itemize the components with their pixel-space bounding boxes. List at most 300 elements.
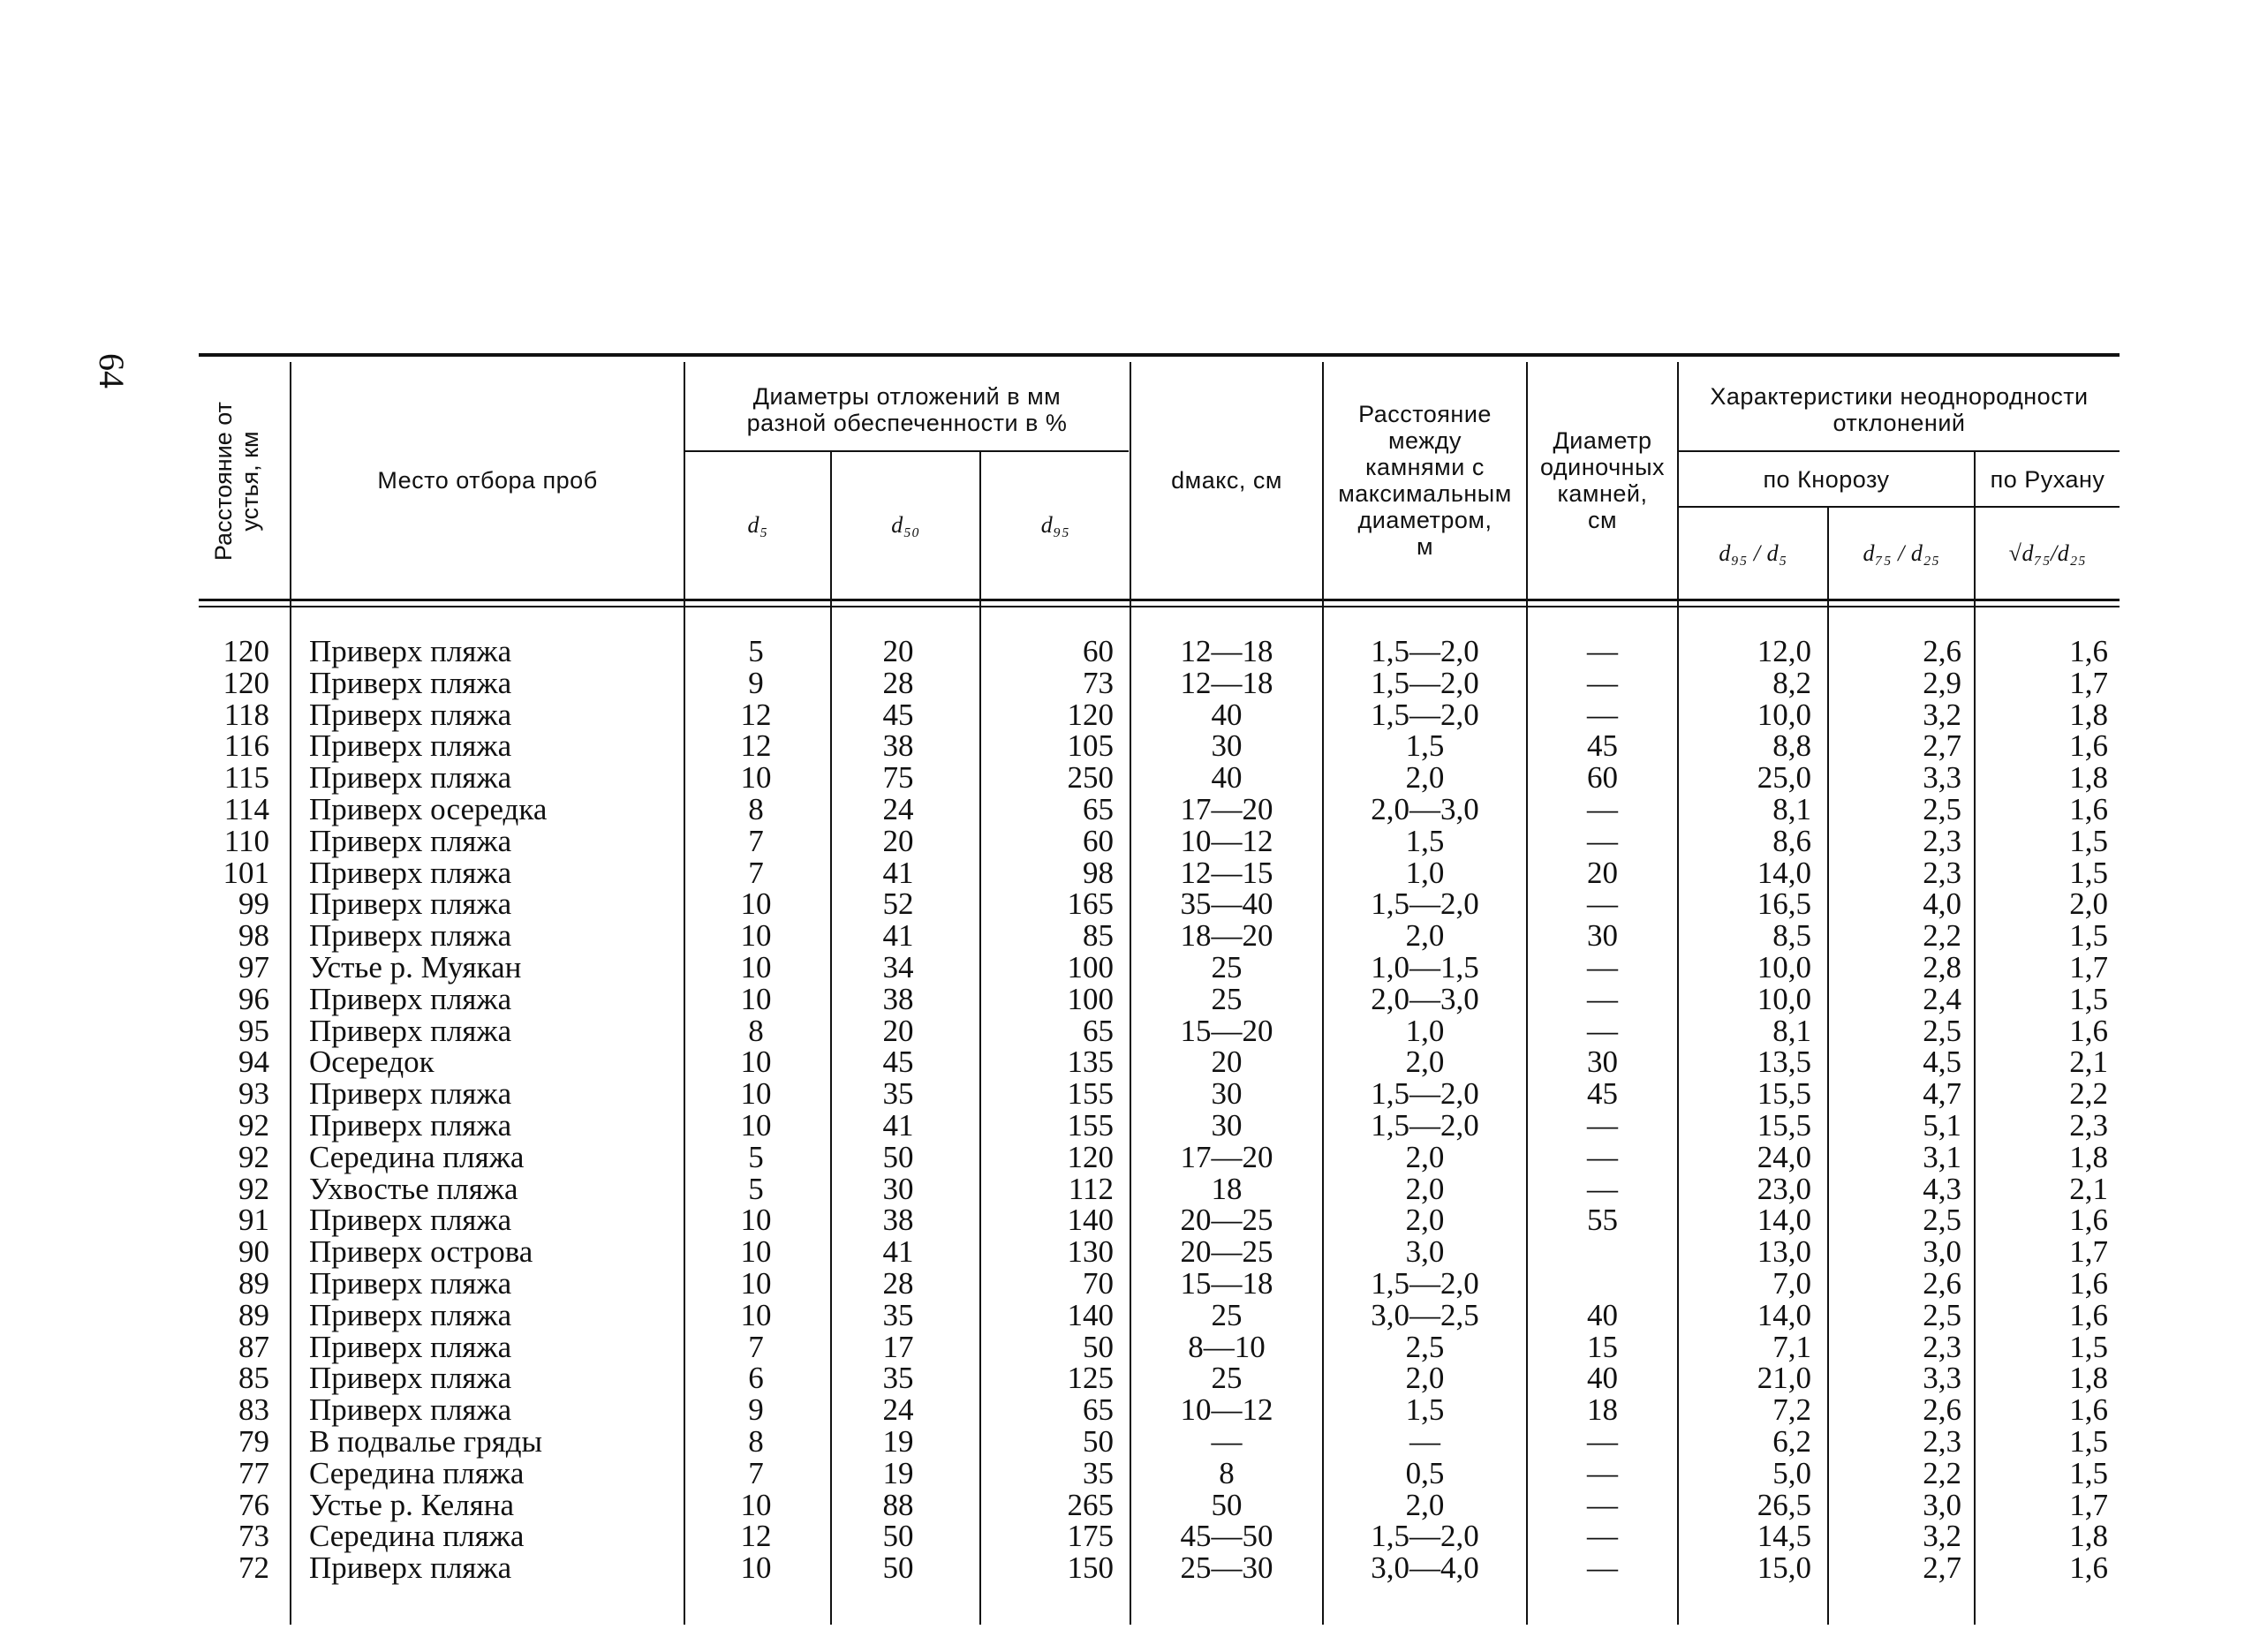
cell-spacing: 1,5—2,0 xyxy=(1371,1076,1479,1112)
table-row xyxy=(0,794,2267,826)
cell-d5: 10 xyxy=(740,1266,772,1301)
cell-d95: 105 xyxy=(1067,728,1114,764)
cell-single: 20 xyxy=(1587,855,1618,890)
cell-d95: 265 xyxy=(1067,1487,1114,1522)
cell-k-d95-d5: 16,5 xyxy=(1757,886,1811,922)
cell-dmax: 30 xyxy=(1211,1108,1243,1143)
header-bottom-rule-2 xyxy=(199,606,2120,607)
cell-d95: 98 xyxy=(1083,855,1114,890)
cell-k-d75-d25: 2,5 xyxy=(1923,792,1961,826)
cell-k-d75-d25: 2,5 xyxy=(1923,1013,1961,1048)
header-knoroz: по Кнорозу xyxy=(1763,465,1890,493)
cell-k-d95-d5: 10,0 xyxy=(1757,950,1811,984)
cell-distance: 85 xyxy=(238,1361,269,1396)
cell-distance: 92 xyxy=(238,1171,269,1206)
cell-rukhan: 1,6 xyxy=(2069,634,2108,668)
cell-spacing: 1,5 xyxy=(1405,1392,1445,1428)
cell-rukhan: 1,6 xyxy=(2069,1297,2108,1332)
cell-distance: 99 xyxy=(238,886,269,922)
cell-k-d75-d25: 2,5 xyxy=(1923,1203,1961,1238)
cell-d5: 8 xyxy=(748,1013,764,1048)
cell-distance: 114 xyxy=(223,792,269,826)
cell-spacing: 1,5 xyxy=(1405,728,1445,764)
cell-d5: 5 xyxy=(748,634,764,668)
header-d5: d₅ xyxy=(747,512,768,538)
cell-dmax: 25 xyxy=(1211,1361,1243,1396)
cell-d5: 5 xyxy=(748,1139,764,1174)
cell-rukhan: 1,5 xyxy=(2069,1329,2108,1364)
cell-k-d75-d25: 3,2 xyxy=(1923,1519,1961,1554)
table-row xyxy=(0,1426,2267,1458)
cell-spacing: 1,5—2,0 xyxy=(1371,634,1479,668)
cell-d95: 65 xyxy=(1083,792,1114,826)
header-bottom-rule xyxy=(199,599,2120,601)
header-rukhan: по Рухану xyxy=(1990,465,2105,493)
cell-spacing: 0,5 xyxy=(1405,1455,1445,1490)
cell-dmax: 18 xyxy=(1211,1171,1243,1206)
cell-d95: 130 xyxy=(1067,1234,1114,1270)
cell-d50: 38 xyxy=(882,1203,914,1238)
cell-single: — xyxy=(1587,1108,1618,1143)
cell-spacing: — xyxy=(1409,1424,1440,1459)
header-single-l2: одиночных xyxy=(1540,454,1665,480)
header-single-l4: см xyxy=(1587,507,1618,533)
cell-rukhan: 1,6 xyxy=(2069,1013,2108,1048)
cell-k-d95-d5: 8,1 xyxy=(1772,792,1811,826)
cell-rukhan: 1,7 xyxy=(2069,1487,2108,1522)
cell-single: — xyxy=(1587,697,1618,732)
table-row xyxy=(0,1078,2267,1110)
cell-distance: 89 xyxy=(238,1266,269,1301)
cell-d95: 35 xyxy=(1083,1455,1114,1490)
cell-d5: 10 xyxy=(740,886,772,922)
table-row xyxy=(0,1046,2267,1078)
cell-distance: 101 xyxy=(223,855,269,890)
cell-place: В подвалье гряды xyxy=(309,1424,543,1459)
cell-dmax: 17—20 xyxy=(1180,792,1273,826)
cell-single: — xyxy=(1587,1487,1618,1522)
cell-rukhan: 1,5 xyxy=(2069,1455,2108,1490)
cell-d50: 52 xyxy=(882,886,914,922)
cell-dmax: 20—25 xyxy=(1180,1234,1273,1270)
cell-d50: 35 xyxy=(882,1361,914,1396)
header-d95: d₉₅ xyxy=(1040,512,1070,538)
cell-place: Середина пляжа xyxy=(309,1519,525,1554)
cell-rukhan: 2,2 xyxy=(2069,1076,2108,1112)
cell-distance: 83 xyxy=(238,1392,269,1428)
cell-rukhan: 1,5 xyxy=(2069,1424,2108,1459)
cell-distance: 98 xyxy=(238,918,269,954)
cell-rukhan: 1,8 xyxy=(2069,697,2108,732)
header-dmax: dмакс, см xyxy=(1171,467,1282,494)
cell-d50: 50 xyxy=(882,1550,914,1586)
cell-d95: 65 xyxy=(1083,1013,1114,1048)
cell-d95: 60 xyxy=(1083,823,1114,858)
cell-k-d95-d5: 14,5 xyxy=(1757,1519,1811,1554)
table-row xyxy=(0,762,2267,794)
cell-dmax: 15—20 xyxy=(1180,1013,1273,1048)
cell-distance: 72 xyxy=(238,1550,269,1586)
header-d50: d₅₀ xyxy=(891,512,920,538)
cell-place: Середина пляжа xyxy=(309,1139,525,1174)
cell-rukhan: 2,1 xyxy=(2069,1045,2108,1080)
table-row xyxy=(0,1268,2267,1300)
cell-distance: 115 xyxy=(223,760,269,796)
cell-k-d75-d25: 2,2 xyxy=(1923,1455,1961,1490)
cell-k-d75-d25: 3,0 xyxy=(1923,1234,1961,1270)
cell-k-d75-d25: 2,6 xyxy=(1923,1392,1961,1428)
cell-k-d75-d25: 2,3 xyxy=(1923,1329,1961,1364)
cell-rukhan: 1,6 xyxy=(2069,1266,2108,1301)
cell-spacing: 2,0 xyxy=(1405,1045,1445,1080)
cell-place: Приверх пляжа xyxy=(309,1076,512,1112)
cell-d95: 250 xyxy=(1067,760,1114,796)
cell-d50: 20 xyxy=(882,634,914,668)
table-row xyxy=(0,636,2267,668)
cell-d95: 50 xyxy=(1083,1329,1114,1364)
cell-spacing: 2,0—3,0 xyxy=(1371,792,1479,826)
cell-d50: 50 xyxy=(882,1139,914,1174)
cell-k-d75-d25: 3,1 xyxy=(1923,1139,1961,1174)
cell-d95: 70 xyxy=(1083,1266,1114,1301)
cell-dmax: 25 xyxy=(1211,950,1243,984)
cell-single: — xyxy=(1587,1139,1618,1174)
cell-distance: 93 xyxy=(238,1076,269,1112)
cell-k-d95-d5: 8,5 xyxy=(1772,918,1811,954)
cell-k-d75-d25: 2,9 xyxy=(1923,665,1961,700)
cell-place: Приверх пляжа xyxy=(309,1266,512,1301)
cell-single: — xyxy=(1587,1519,1618,1554)
cell-place: Приверх пляжа xyxy=(309,728,512,764)
cell-single: — xyxy=(1587,950,1618,984)
cell-k-d75-d25: 2,7 xyxy=(1923,728,1961,764)
cell-rukhan: 1,5 xyxy=(2069,981,2108,1016)
cell-distance: 91 xyxy=(238,1203,269,1238)
cell-dmax: 12—18 xyxy=(1180,665,1273,700)
cell-spacing: 1,5—2,0 xyxy=(1371,886,1479,922)
cell-dmax: 12—18 xyxy=(1180,634,1273,668)
cell-d5: 7 xyxy=(748,1329,764,1364)
cell-k-d75-d25: 2,8 xyxy=(1923,950,1961,984)
cell-d95: 155 xyxy=(1067,1076,1114,1112)
cell-d50: 28 xyxy=(882,665,914,700)
cell-single: — xyxy=(1587,1171,1618,1206)
cell-d5: 12 xyxy=(740,1519,772,1554)
cell-k-d95-d5: 7,1 xyxy=(1772,1329,1811,1364)
cell-d95: 135 xyxy=(1067,1045,1114,1080)
cell-spacing: 2,0 xyxy=(1405,1203,1445,1238)
cell-single: — xyxy=(1587,634,1618,668)
cell-d50: 45 xyxy=(882,1045,914,1080)
header-heterogeneity-group xyxy=(1679,371,2120,449)
cell-rukhan: 1,5 xyxy=(2069,855,2108,890)
table-row xyxy=(0,1236,2267,1268)
cell-k-d75-d25: 3,3 xyxy=(1923,760,1961,796)
table-row xyxy=(0,1362,2267,1394)
cell-d95: 100 xyxy=(1067,950,1114,984)
header-spacing xyxy=(1324,362,1526,599)
cell-spacing: 1,0 xyxy=(1405,855,1445,890)
cell-spacing: 1,0—1,5 xyxy=(1371,950,1479,984)
cell-distance: 116 xyxy=(223,728,269,764)
cell-d5: 9 xyxy=(748,1392,764,1428)
cell-k-d95-d5: 8,1 xyxy=(1772,1013,1811,1048)
cell-d5: 6 xyxy=(748,1361,764,1396)
cell-place: Приверх пляжа xyxy=(309,697,512,732)
cell-place: Приверх пляжа xyxy=(309,665,512,700)
cell-place: Приверх пляжа xyxy=(309,1392,512,1428)
table-top-rule xyxy=(199,353,2120,357)
cell-place: Приверх пляжа xyxy=(309,1550,512,1586)
cell-single: 15 xyxy=(1587,1329,1618,1364)
cell-k-d95-d5: 14,0 xyxy=(1757,855,1811,890)
cell-place: Приверх пляжа xyxy=(309,886,512,922)
cell-place: Приверх пляжа xyxy=(309,918,512,954)
table-row xyxy=(0,1455,2267,1490)
cell-d95: 165 xyxy=(1067,886,1114,922)
table-row xyxy=(0,699,2267,731)
cell-dmax: 8 xyxy=(1219,1455,1235,1490)
cell-d5: 12 xyxy=(740,728,772,764)
header-distance: Расстояние от устья, км xyxy=(210,401,263,562)
cell-spacing: 1,5—2,0 xyxy=(1371,1519,1479,1554)
cell-d50: 38 xyxy=(882,981,914,1016)
cell-rukhan: 2,0 xyxy=(2069,886,2108,922)
cell-rukhan: 2,1 xyxy=(2069,1171,2108,1206)
table-row xyxy=(0,730,2267,762)
cell-d50: 28 xyxy=(882,1266,914,1301)
table-row xyxy=(0,1139,2267,1174)
cell-dmax: 30 xyxy=(1211,1076,1243,1112)
cell-d95: 85 xyxy=(1083,918,1114,954)
cell-place: Приверх пляжа xyxy=(309,1013,512,1048)
table-row xyxy=(0,952,2267,984)
cell-k-d95-d5: 10,0 xyxy=(1757,697,1811,732)
cell-place: Приверх пляжа xyxy=(309,855,512,890)
cell-spacing: 2,0 xyxy=(1405,1139,1445,1174)
cell-dmax: 12—15 xyxy=(1180,855,1273,890)
cell-spacing: 3,0—4,0 xyxy=(1371,1550,1479,1586)
cell-dmax: 20—25 xyxy=(1180,1203,1273,1238)
cell-dmax: — xyxy=(1211,1424,1243,1459)
header-spacing-l2: между xyxy=(1387,427,1462,454)
cell-dmax: 30 xyxy=(1211,728,1243,764)
cell-dmax: 15—18 xyxy=(1180,1266,1273,1301)
cell-d50: 19 xyxy=(882,1424,914,1459)
cell-spacing: 2,5 xyxy=(1405,1329,1445,1364)
cell-d5: 10 xyxy=(740,918,772,954)
cell-dmax: 25 xyxy=(1211,1297,1243,1332)
cell-d95: 150 xyxy=(1067,1550,1114,1586)
cell-k-d75-d25: 3,2 xyxy=(1923,697,1961,732)
cell-d95: 60 xyxy=(1083,634,1114,668)
table-row xyxy=(0,823,2267,858)
cell-place: Середина пляжа xyxy=(309,1455,525,1490)
cell-k-d95-d5: 15,5 xyxy=(1757,1076,1811,1112)
cell-k-d95-d5: 8,2 xyxy=(1772,665,1811,700)
cell-d50: 50 xyxy=(882,1519,914,1554)
cell-place: Устье р. Келяна xyxy=(309,1487,515,1522)
cell-single: 45 xyxy=(1587,1076,1618,1112)
cell-k-d75-d25: 5,1 xyxy=(1923,1108,1961,1143)
cell-dmax: 25 xyxy=(1211,981,1243,1016)
cell-single: — xyxy=(1587,981,1618,1016)
header-place: Место отбора проб xyxy=(377,467,598,494)
cell-dmax: 40 xyxy=(1211,760,1243,796)
cell-d5: 8 xyxy=(748,1424,764,1459)
cell-k-d95-d5: 14,0 xyxy=(1757,1203,1811,1238)
cell-d50: 20 xyxy=(882,823,914,858)
cell-single: — xyxy=(1587,1455,1618,1490)
header-diameters-line1: Диаметры отложений в мм xyxy=(752,383,1062,410)
cell-place: Приверх пляжа xyxy=(309,1297,512,1332)
cell-spacing: 1,0 xyxy=(1405,1013,1445,1048)
cell-spacing: 2,0 xyxy=(1405,1171,1445,1206)
table-row xyxy=(0,1394,2267,1426)
cell-k-d95-d5: 7,0 xyxy=(1772,1266,1811,1301)
cell-single: — xyxy=(1587,823,1618,858)
cell-dmax: 45—50 xyxy=(1180,1519,1273,1554)
cell-d50: 41 xyxy=(882,1108,914,1143)
cell-single: — xyxy=(1587,665,1618,700)
cell-k-d95-d5: 13,0 xyxy=(1757,1234,1811,1270)
cell-k-d95-d5: 21,0 xyxy=(1757,1361,1811,1396)
header-spacing-l1: Расстояние xyxy=(1358,401,1492,427)
table-row xyxy=(0,981,2267,1016)
cell-d5: 7 xyxy=(748,823,764,858)
cell-k-d95-d5: 14,0 xyxy=(1757,1297,1811,1332)
cell-k-d75-d25: 2,5 xyxy=(1923,1297,1961,1332)
cell-d50: 38 xyxy=(882,728,914,764)
cell-distance: 92 xyxy=(238,1139,269,1174)
cell-d95: 175 xyxy=(1067,1519,1114,1554)
cell-dmax: 10—12 xyxy=(1180,1392,1273,1428)
cell-d5: 10 xyxy=(740,1203,772,1238)
cell-d50: 17 xyxy=(882,1329,914,1364)
cell-spacing: 1,5—2,0 xyxy=(1371,665,1479,700)
cell-rukhan: 1,6 xyxy=(2069,728,2108,764)
cell-rukhan: 1,6 xyxy=(2069,1392,2108,1428)
header-single-stones xyxy=(1528,362,1677,599)
cell-distance: 77 xyxy=(238,1455,269,1490)
cell-dmax: 8—10 xyxy=(1188,1329,1266,1364)
cell-place: Приверх пляжа xyxy=(309,1203,512,1238)
cell-k-d95-d5: 23,0 xyxy=(1757,1171,1811,1206)
cell-distance: 110 xyxy=(223,823,269,858)
cell-k-d75-d25: 2,6 xyxy=(1923,1266,1961,1301)
cell-place: Устье р. Муякан xyxy=(309,950,522,984)
cell-single: 55 xyxy=(1587,1203,1618,1238)
cell-spacing: 2,0 xyxy=(1405,918,1445,954)
table-row xyxy=(0,857,2267,889)
cell-dmax: 18—20 xyxy=(1180,918,1273,954)
cell-d5: 10 xyxy=(740,950,772,984)
cell-spacing: 1,5—2,0 xyxy=(1371,697,1479,732)
cell-dmax: 25—30 xyxy=(1180,1550,1273,1586)
header-single-l1: Диаметр xyxy=(1553,427,1652,454)
cell-d95: 140 xyxy=(1067,1297,1114,1332)
cell-d50: 41 xyxy=(882,855,914,890)
cell-k-d75-d25: 2,7 xyxy=(1923,1550,1961,1586)
cell-single: 30 xyxy=(1587,918,1618,954)
table-row xyxy=(0,1297,2267,1332)
cell-k-d95-d5: 5,0 xyxy=(1772,1455,1811,1490)
cell-distance: 90 xyxy=(238,1234,269,1270)
cell-k-d75-d25: 3,3 xyxy=(1923,1361,1961,1396)
table-row xyxy=(0,1552,2267,1584)
cell-single: 30 xyxy=(1587,1045,1618,1080)
header-single-l3: камней, xyxy=(1557,480,1648,507)
cell-d5: 10 xyxy=(740,1234,772,1270)
cell-d5: 10 xyxy=(740,1297,772,1332)
cell-k-d75-d25: 4,0 xyxy=(1923,886,1961,922)
cell-d95: 65 xyxy=(1083,1392,1114,1428)
cell-d5: 12 xyxy=(740,697,772,732)
cell-dmax: 50 xyxy=(1211,1487,1243,1522)
cell-d50: 24 xyxy=(882,1392,914,1428)
cell-k-d75-d25: 4,7 xyxy=(1923,1076,1961,1112)
cell-place: Приверх пляжа xyxy=(309,760,512,796)
cell-spacing: 1,5—2,0 xyxy=(1371,1108,1479,1143)
cell-d5: 7 xyxy=(748,855,764,890)
cell-k-d75-d25: 4,3 xyxy=(1923,1171,1961,1206)
table-row xyxy=(0,1015,2267,1047)
cell-d50: 88 xyxy=(882,1487,914,1522)
cell-spacing: 3,0 xyxy=(1405,1234,1445,1270)
cell-d50: 35 xyxy=(882,1297,914,1332)
cell-distance: 89 xyxy=(238,1297,269,1332)
cell-place: Приверх пляжа xyxy=(309,981,512,1016)
cell-d50: 41 xyxy=(882,1234,914,1270)
cell-d95: 140 xyxy=(1067,1203,1114,1238)
cell-d5: 10 xyxy=(740,1045,772,1080)
table-row xyxy=(0,1520,2267,1552)
cell-rukhan: 1,6 xyxy=(2069,1550,2108,1586)
cell-d95: 155 xyxy=(1067,1108,1114,1143)
header-hetero-l1: Характеристики неоднородности xyxy=(1710,383,2089,410)
header-knoroz-d95-d5: d₉₅ / d₅ xyxy=(1719,539,1787,566)
header-spacing-l6: м xyxy=(1416,533,1434,560)
cell-spacing: 2,0 xyxy=(1405,760,1445,796)
cell-rukhan: 1,5 xyxy=(2069,823,2108,858)
cell-single: 40 xyxy=(1587,1297,1618,1332)
cell-k-d75-d25: 3,0 xyxy=(1923,1487,1961,1522)
cell-spacing: 3,0—2,5 xyxy=(1371,1297,1479,1332)
cell-rukhan: 1,8 xyxy=(2069,1519,2108,1554)
cell-place: Ухвостье пляжа xyxy=(309,1171,518,1206)
cell-distance: 94 xyxy=(238,1045,269,1080)
cell-place: Приверх пляжа xyxy=(309,823,512,858)
header-spacing-l5: диаметром, xyxy=(1357,507,1492,533)
cell-single: — xyxy=(1587,792,1618,826)
cell-single: — xyxy=(1587,1424,1618,1459)
cell-dmax: 10—12 xyxy=(1180,823,1273,858)
cell-distance: 120 xyxy=(223,665,269,700)
cell-spacing: 1,5 xyxy=(1405,823,1445,858)
cell-d50: 75 xyxy=(882,760,914,796)
cell-d95: 125 xyxy=(1067,1361,1114,1396)
cell-k-d95-d5: 15,0 xyxy=(1757,1550,1811,1586)
cell-d95: 50 xyxy=(1083,1424,1114,1459)
cell-rukhan: 1,8 xyxy=(2069,760,2108,796)
cell-d95: 120 xyxy=(1067,1139,1114,1174)
cell-single: — xyxy=(1587,1550,1618,1586)
cell-dmax: 17—20 xyxy=(1180,1139,1273,1174)
cell-d5: 10 xyxy=(740,981,772,1016)
cell-d95: 73 xyxy=(1083,665,1114,700)
cell-spacing: 2,0 xyxy=(1405,1361,1445,1396)
cell-distance: 92 xyxy=(238,1108,269,1143)
